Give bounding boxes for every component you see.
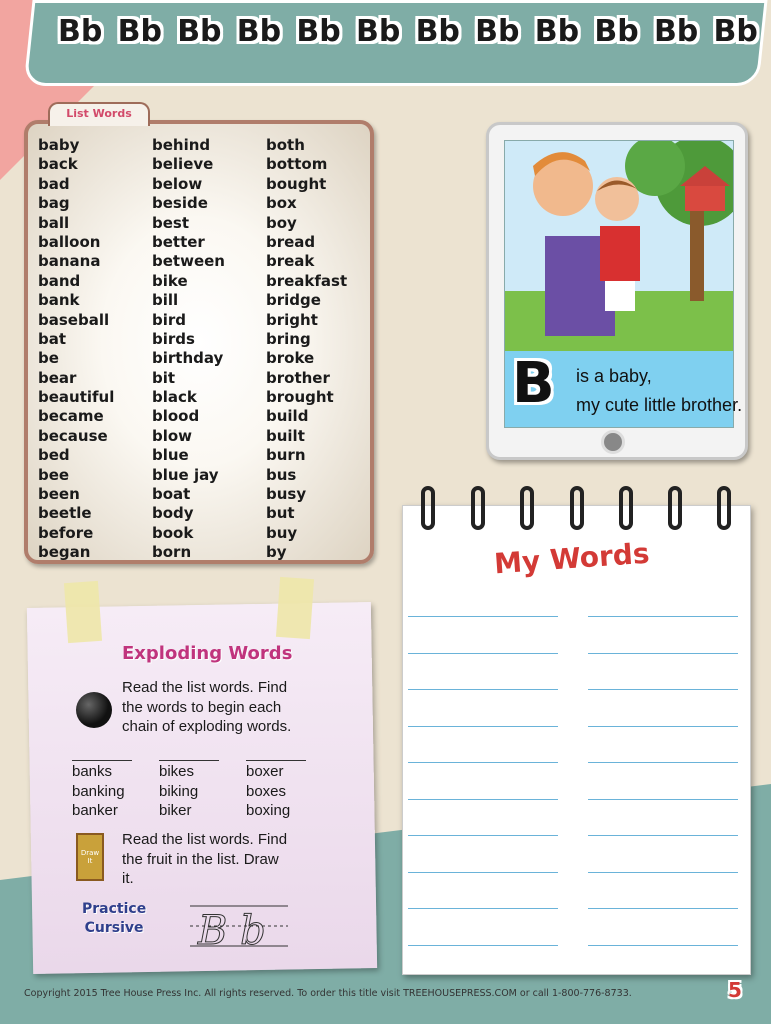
header-letter: Bb (177, 14, 222, 49)
list-word: both (266, 136, 305, 154)
list-word: bridge (266, 291, 321, 310)
list-word: born (152, 543, 192, 562)
cursive-guide (190, 900, 288, 950)
list-word: better (152, 232, 205, 251)
crayon-label: Draw It (80, 849, 100, 865)
list-words-tab: List Words (48, 102, 150, 126)
spiral-ring (619, 486, 633, 530)
tape-strip (276, 577, 314, 639)
writing-line[interactable] (588, 616, 738, 617)
list-word: best (152, 213, 190, 232)
list-word: birthday (152, 349, 224, 368)
instruction-line: Read the list words. Find (122, 831, 288, 848)
list-word: boat (152, 485, 191, 504)
exploding-instruction (122, 678, 291, 737)
chain-word: boxing (246, 802, 291, 819)
list-word: be (38, 349, 59, 368)
list-word: banana (38, 252, 101, 271)
list-word: balloon (38, 232, 101, 251)
header-letter: Bb (713, 14, 758, 49)
tape-strip (64, 581, 102, 643)
answer-blank[interactable] (246, 760, 306, 761)
bomb-icon (76, 692, 112, 728)
list-word: beside (152, 194, 208, 213)
list-word: blue (152, 446, 189, 465)
answer-blank[interactable] (159, 760, 219, 761)
chain-word: banker (72, 802, 118, 819)
cursive-letters: B b (198, 908, 266, 950)
writing-line[interactable] (588, 872, 738, 873)
writing-line[interactable] (588, 945, 738, 946)
header-letter: Bb (58, 14, 103, 49)
draw-instruction (122, 830, 287, 889)
chain-word: boxes (246, 782, 287, 800)
writing-line[interactable] (408, 799, 558, 800)
chain-word: boxer (246, 763, 284, 780)
list-word: bee (38, 465, 70, 484)
list-words-box (24, 120, 374, 564)
list-word: box (266, 194, 297, 213)
word-column (38, 136, 114, 563)
caption-line-2: my cute little brother. (576, 395, 743, 415)
list-word: before (38, 523, 94, 542)
writing-line[interactable] (588, 726, 738, 727)
list-word: boy (266, 213, 297, 232)
writing-line[interactable] (408, 872, 558, 873)
spiral-ring (421, 486, 435, 530)
writing-line[interactable] (408, 945, 558, 946)
list-word: below (152, 174, 203, 193)
exploding-words-title: Exploding Words (122, 643, 293, 664)
list-word: band (38, 271, 81, 290)
list-word: broke (266, 349, 315, 368)
chain-word: banks (72, 763, 113, 780)
instruction-line: the fruit in the list. Draw (122, 850, 279, 868)
list-word: bought (266, 174, 327, 193)
list-word: bright (266, 310, 318, 329)
list-word: because (38, 426, 108, 445)
writing-line[interactable] (408, 653, 558, 654)
list-word: blow (152, 426, 193, 445)
list-word: believe (152, 155, 214, 174)
list-word: bag (38, 194, 70, 213)
header-letter: Bb (475, 14, 520, 49)
writing-line[interactable] (408, 908, 558, 909)
header-letter: Bb (355, 14, 401, 49)
list-word: bus (266, 465, 297, 484)
instruction-line: the words to begin each (122, 698, 282, 716)
list-word: bird (152, 310, 187, 329)
copyright-footer: Copyright 2015 Tree House Press Inc. All rights reserved. To order this title visit TREEHOUSEPRESS.COM or call 1-800-776-8733. (24, 988, 632, 999)
list-word: brother (266, 368, 330, 387)
header-letter: Bb (236, 14, 282, 49)
list-word: bread (266, 232, 316, 251)
my-words-title: My Words (493, 536, 651, 581)
practice-cursive-label (82, 900, 146, 938)
list-word: bear (38, 368, 77, 387)
instruction-line: Read the list words. Find (122, 679, 288, 696)
list-word: began (38, 543, 91, 562)
practice-word: Practice (82, 901, 147, 917)
list-word: bottom (266, 155, 328, 174)
list-word: buy (266, 523, 298, 542)
list-word: baby (38, 136, 80, 154)
writing-line[interactable] (408, 616, 558, 617)
header-letter: Bb (653, 14, 699, 49)
list-word: bat (38, 329, 67, 348)
writing-line[interactable] (408, 689, 558, 690)
list-word: ball (38, 213, 70, 232)
word-chain (246, 762, 290, 821)
list-word: back (38, 155, 78, 174)
instruction-line: chain of exploding words. (122, 718, 292, 735)
answer-blank[interactable] (72, 760, 132, 761)
cursive-practice-lines (190, 900, 288, 950)
writing-line[interactable] (408, 835, 558, 836)
list-word: been (38, 485, 80, 504)
header-letters (58, 14, 758, 49)
writing-line[interactable] (588, 835, 738, 836)
header-letter: Bb (415, 14, 460, 49)
header-letter: Bb (594, 14, 639, 49)
crayon-box-icon (76, 833, 104, 881)
header-letter: Bb (117, 14, 162, 49)
list-word: baseball (38, 310, 110, 329)
tablet-home-button (601, 430, 625, 454)
writing-line[interactable] (588, 762, 738, 763)
list-word: build (266, 407, 309, 426)
list-word: between (152, 252, 225, 271)
list-word: break (266, 252, 315, 271)
writing-line[interactable] (408, 762, 558, 763)
list-word: behind (152, 136, 211, 154)
word-chain (159, 762, 198, 821)
caption-line-1: is a baby, (576, 366, 652, 386)
list-word: by (266, 543, 287, 562)
list-word: bad (38, 174, 70, 193)
list-word: became (38, 407, 104, 426)
instruction-line: it. (122, 870, 134, 887)
list-word: bank (38, 291, 80, 310)
caption-letter: B (512, 351, 555, 416)
list-word: bed (38, 446, 70, 465)
list-word: body (152, 504, 194, 523)
page-number: 5 (728, 978, 742, 1002)
list-word: but (266, 504, 295, 523)
spiral-ring (717, 486, 731, 530)
writing-line[interactable] (588, 799, 738, 800)
list-word: burn (266, 446, 306, 465)
list-word: birds (152, 329, 195, 348)
list-word: brought (266, 388, 334, 407)
list-word: blood (152, 407, 200, 426)
header-letter: Bb (296, 14, 341, 49)
list-word: busy (266, 485, 307, 504)
list-word: breakfast (266, 271, 348, 290)
writing-line[interactable] (408, 726, 558, 727)
chain-word: bikes (159, 763, 195, 780)
spiral-ring (520, 486, 534, 530)
list-word: bit (152, 368, 176, 387)
header-letter: Bb (534, 14, 580, 49)
writing-line[interactable] (588, 653, 738, 654)
writing-line[interactable] (588, 689, 738, 690)
chain-word: biking (159, 782, 199, 800)
chain-word: biker (159, 802, 192, 819)
word-chain (72, 762, 125, 821)
list-word: black (152, 388, 197, 407)
chain-word: banking (72, 782, 125, 800)
list-word: book (152, 523, 194, 542)
word-column (266, 136, 347, 563)
list-word: bill (152, 291, 179, 310)
list-word: built (266, 426, 305, 445)
list-word: beetle (38, 504, 92, 523)
list-word: bike (152, 271, 188, 290)
spiral-ring (668, 486, 682, 530)
list-word: beautiful (38, 388, 115, 407)
cursive-word: Cursive (84, 920, 144, 936)
list-word: bring (266, 329, 311, 348)
word-column (152, 136, 225, 563)
spiral-ring (570, 486, 584, 530)
my-words-notepad (402, 505, 751, 975)
writing-line[interactable] (588, 908, 738, 909)
spiral-ring (471, 486, 485, 530)
list-word: blue jay (152, 465, 219, 484)
